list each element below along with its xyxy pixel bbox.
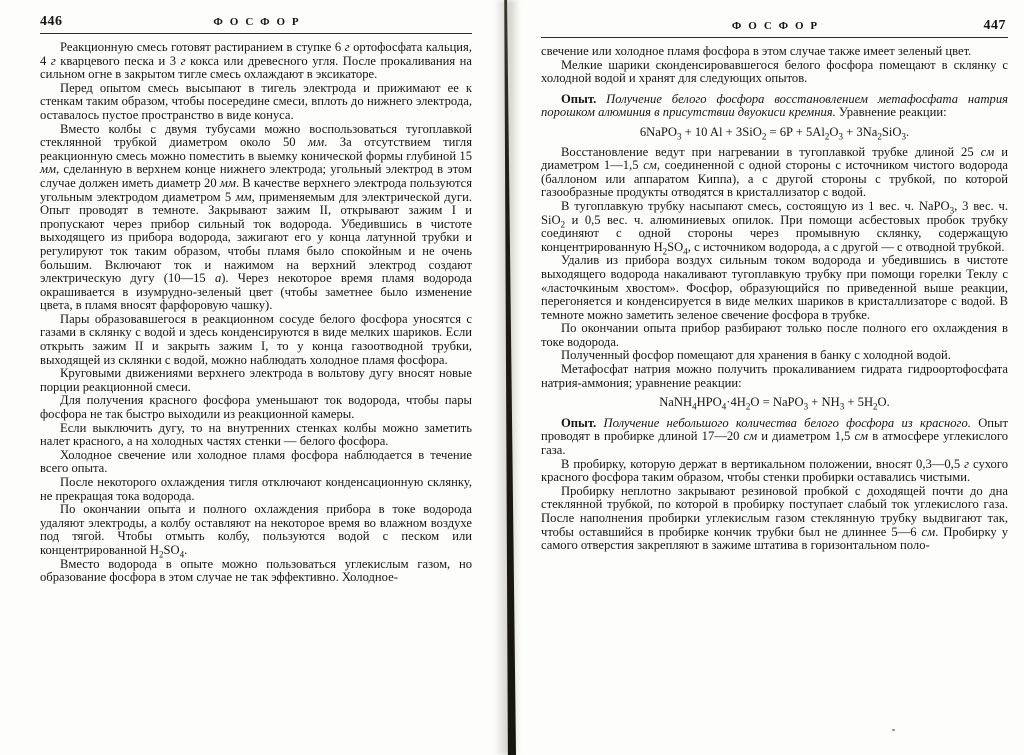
chemical-equation: $NaNH_4HPO_4\cdot 4H_2O$ = NaPO$_3$ + $NH_3 + 5H_2O$. <box>659 395 890 412</box>
right-page <box>541 18 1008 553</box>
paragraph: Для получения красного фосфора уменьшают ток водорода, чтобы пары фосфора не так быстро выходили из реакционной камеры. <box>40 393 472 422</box>
paragraph: По окончании опыта прибор разбирают только после полного его охлаждения в токе водорода. <box>541 321 1008 349</box>
right-page-header <box>541 18 1008 35</box>
paragraph: В тугоплавкую трубку насыпают смесь, состоящую из 1 вес. ч. NaPO$_3$, 3 вес. ч. SiO$_2$ и 0,5 вес. ч. алюминиевых опилок. При помощи асбестовых пробок трубку соединяют с одной стороны через промывную склянку, содержащую концентрированную $H_2SO_4$, с источником водорода, а с другой — с отводной трубкой. <box>541 198 1008 257</box>
paragraph: Вместо водорода в опыте можно пользоваться углекислым газом, но образование фосфора в этом случае не так эффективно. Холодное- <box>40 556 472 585</box>
paragraph: Круговыми движениями верхнего электрода в вольтову дугу вносят новые порции реакционной смеси. <box>40 366 472 394</box>
paragraph: Если выключить дугу, то на внутренних стенках колбы можно заметить налет красного, а на холодных частях стенки — белого фосфора. <box>40 420 472 449</box>
paragraph: По окончании опыта и полного охлаждения прибора в токе водорода удаляют электроды, а колбу оставляют на некоторое время во влажном воздухе под тягой. Чтобы отмыть колбу, пользуются водой с песком или концентрированной $H_2SO_4$. <box>40 502 472 560</box>
chemical-equation: 6NaPO$_3$ + 10 $Al + 3SiO_2 = 6P + 5Al_2O_3 + 3Na_2SiO_3$. <box>639 124 910 142</box>
paragraph: Реакционную смесь готовят растиранием в ступке 6 г ортофосфата кальция, 4 г кварцевого песка и 3 г кокса или древесного угля. После прокаливания на сильном огне в закрытом тигле смесь охлаждают в эксикаторе. <box>40 40 472 82</box>
paragraph: Перед опытом смесь высыпают в тигель электрода и прижимают ее к стенкам таким образом, чтобы посередине смеси, вплоть до нижнего электрода, оставалось пустое пространство в виде конуса. <box>40 80 472 122</box>
paragraph: свечение или холодное пламя фосфора в этом случае также имеет зеленый цвет. <box>541 44 972 58</box>
scan-speck <box>892 729 895 731</box>
paragraph: Метафосфат натрия можно получить прокаливанием гидрата гидроортофосфата натрия-аммония; уравнение реакции: <box>541 362 1008 390</box>
paragraph: В пробирку, которую держат в вертикальном положении, вносят 0,3—0,5 г сухого красного фосфора таким образом, чтобы стенки пробирки оставались чистыми. <box>541 456 1008 485</box>
paragraph: Холодное свечение или холодное пламя фосфора наблюдается в течение всего опыта. <box>40 447 472 476</box>
left-page <box>40 14 472 585</box>
paragraph: Вместо колбы с двумя тубусами можно воспользоваться тугоплавкой стеклянной трубкой диаметром около 50 мм. За отсутствием тигля реакционную смесь можно поместить в выемку конической формы глубиной 15 мм, сделанную в верхнем конце нижнего электрода; угольный электрод в этом случае должен иметь диаметр 20 мм. В качестве верхнего электрода пользуются угольным электродом диаметром 5 мм, применяемым для электрической дуги. Опыт проводят в темноте. Закрывают зажим II, открывают зажим I и пропускают через прибор сильный ток водорода. Убедившись в чистоте выходящего из прибора водорода, зажигают его у конца латунной трубки и регулируют ток таким образом, чтобы пламя было спокойным и не очень большим. Включают ток и нажимом на верхний электрод создают электрическую дугу (10—15 а). Через некоторое время пламя водорода окрашивается в изумрудно-зеленый цвет (чтобы заметнее было изменение цвета, в пламя вносят фарфоровую чашку). <box>40 121 472 313</box>
left-running-title: ФОСФОР <box>213 16 306 28</box>
left-header-rule <box>40 33 472 34</box>
left-page-body <box>40 41 472 585</box>
paragraph: Восстановление ведут при нагревании в тугоплавкой трубке длиной 25 см и диаметром 1—1,5 см, соединенной с одной стороны с источником чистого водорода (баллоном или аппаратом Киппа), а с другой стороны с трубкой, по которой газообразные продукты отводятся в кристаллизатор с водой. <box>541 144 1008 200</box>
right-page-body <box>541 45 1008 553</box>
right-running-title: ФОСФОР <box>731 20 824 32</box>
paragraph: Удалив из прибора воздух сильным током водорода и убедившись в чистоте выходящего водорода накаливают тугоплавкую трубку при помощи горелки Теклу с «ласточкиным хвостом». Фосфор, образующийся по приведенной выше реакции, перегоняется и конденсируется в виде мелких шариков в кристаллизаторе с водой. В темноте можно заметить зеленое свечение фосфора в трубке. <box>541 253 1008 322</box>
right-header-rule <box>541 37 1008 38</box>
paragraph: Мелкие шарики сконденсировавшегося белого фосфора помещают в склянку с холодной водой и хранят для следующих опытов. <box>541 57 1008 86</box>
paragraph: Пары образовавшегося в реакционном сосуде белого фосфора уносятся с газами в склянку с водой и здесь конденсируются в виде мелких шариков. Если открыть зажим II и закрыть зажим I, то у конца газоотводной трубки, выходящей из склянки с водой, можно наблюдать холодное пламя фосфора. <box>40 311 472 367</box>
right-page-number: 447 <box>983 18 1006 33</box>
paragraph: Пробирку неплотно закрывают резиновой пробкой с доходящей почти до дна стеклянной трубкой, по которой в пробирку поступает слабый ток углекислого газа. После наполнения пробирки углекислым газом стеклянную трубку выдвигают так, чтобы оставшийся в пробирке кончик трубки был не длиннее 5—6 см. Пробирку у самого отверстия закрепляют в зажиме штатива в горизонтальном поло- <box>541 483 1008 553</box>
paragraph: После некоторого охлаждения тигля отключают конденсационную склянку, не прекращая тока водорода. <box>40 475 472 503</box>
left-page-number: 446 <box>40 14 63 29</box>
paragraph: Полученный фосфор помещают для хранения в банку с холодной водой. <box>561 348 951 363</box>
paragraph: Опыт. Получение белого фосфора восстановлением метафосфата натрия порошком алюминия в присутствии двуокиси кремния. Уравнение реакции: <box>541 91 1008 120</box>
left-page-header <box>40 14 472 31</box>
paragraph: Опыт. Получение небольшого количества белого фосфора из красного. Опыт проводят в пробирке длиной 17—20 см и диаметром 1,5 см в атмосфере углекислого газа. <box>541 415 1008 458</box>
